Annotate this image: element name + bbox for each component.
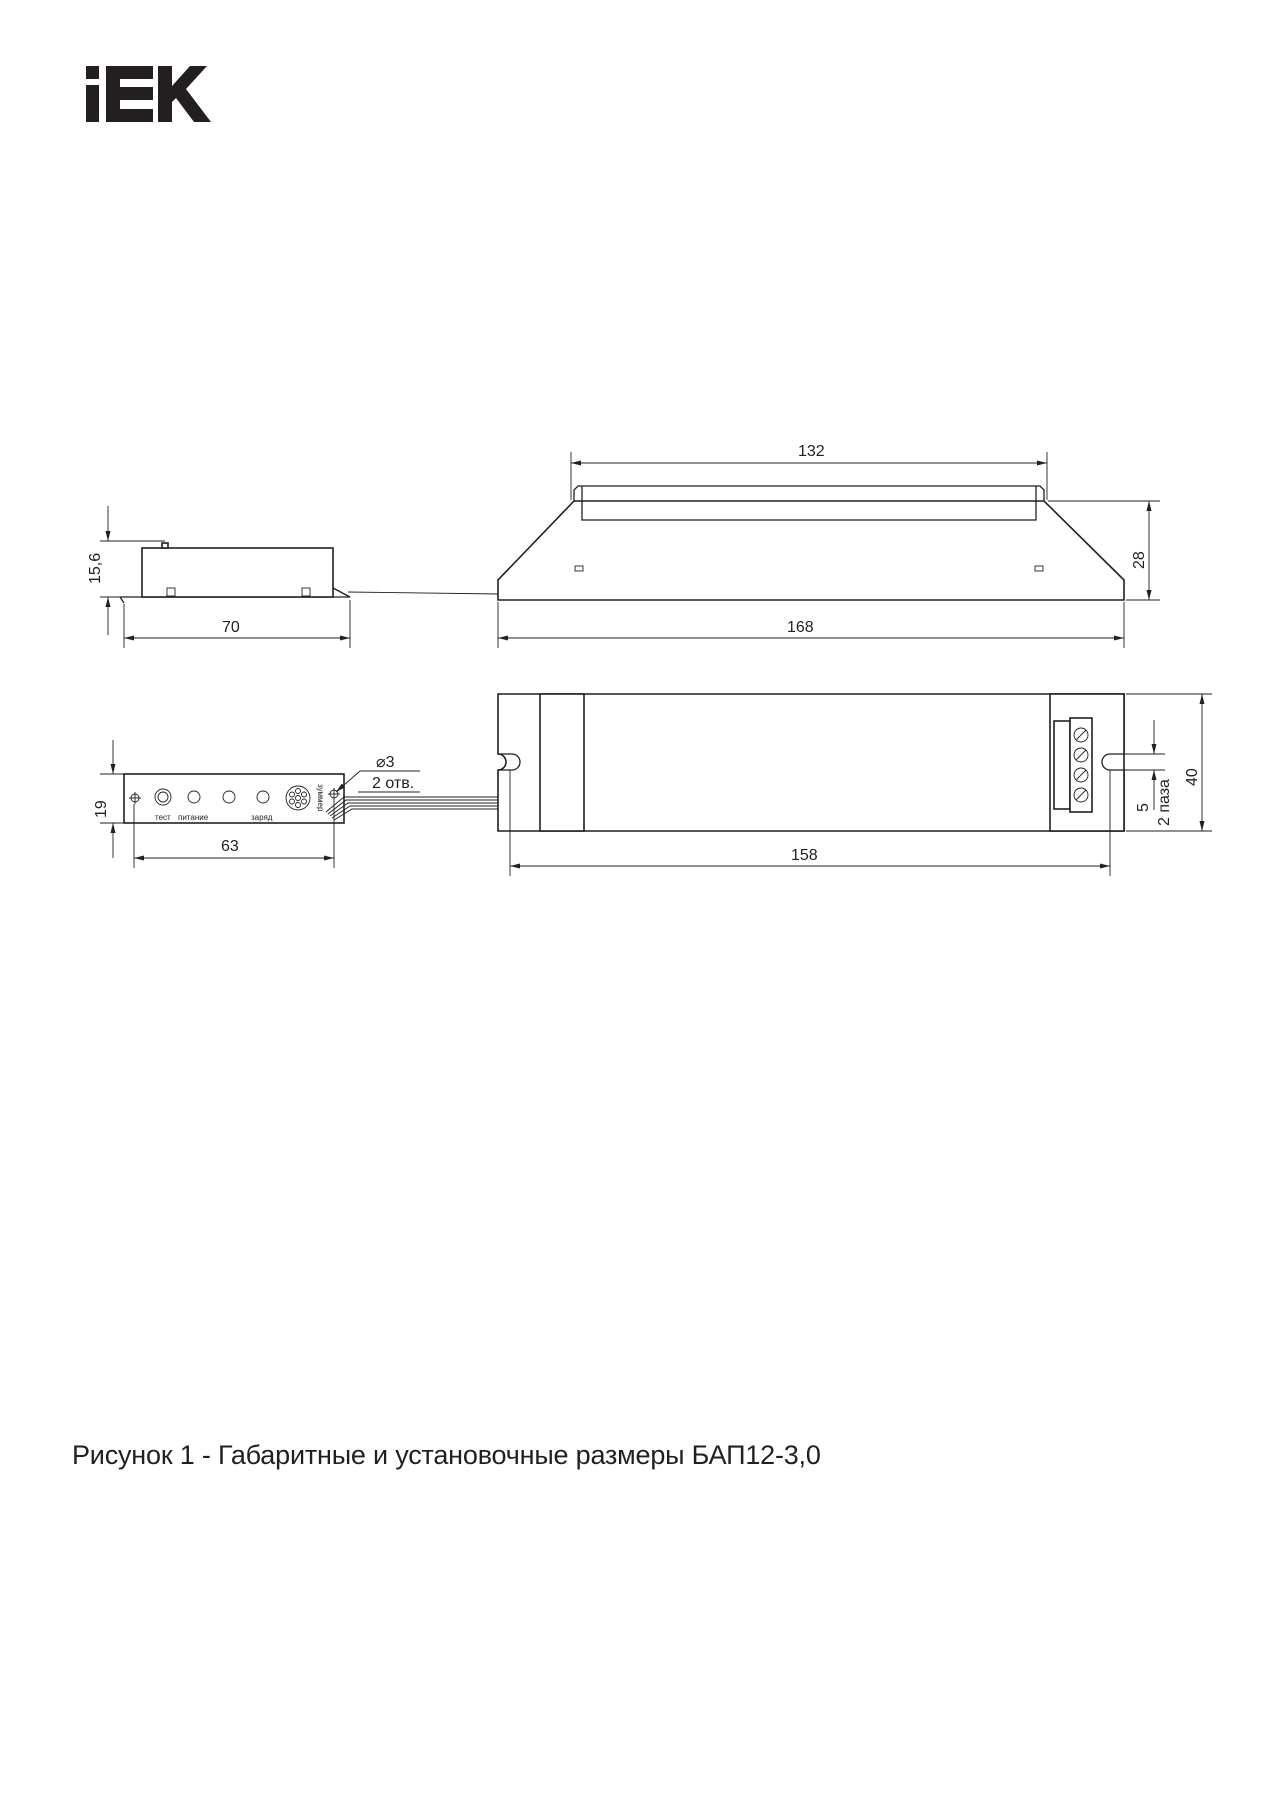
indicator-unit-front (124, 774, 344, 823)
cable-front (326, 797, 498, 820)
dimension-19 (93, 740, 124, 858)
terminal-block (1054, 718, 1092, 812)
dimension-70 (124, 600, 350, 648)
dim-168-label: 168 (787, 619, 814, 636)
label-test: тест (155, 813, 171, 822)
hole-diameter-label: ⌀3 (376, 754, 395, 771)
dim-28-label: 28 (1131, 551, 1148, 569)
dim-19-label: 19 (93, 800, 110, 818)
dim-5-label: 5 (1135, 803, 1152, 812)
dim-158-label: 158 (791, 847, 818, 864)
label-buzzer: зуммер (316, 784, 325, 812)
slot-count-label: 2 паза (1156, 779, 1173, 826)
battery-unit-front (498, 694, 1124, 831)
dim-15-6-label: 15,6 (87, 552, 104, 584)
dim-70-label: 70 (222, 619, 240, 636)
label-power: питание (178, 813, 209, 822)
dimension-132 (571, 443, 1047, 500)
hole-count-label: 2 отв. (372, 775, 415, 792)
hole-callout (336, 754, 420, 792)
dim-63-label: 63 (221, 838, 239, 855)
figure-caption: Рисунок 1 - Габаритные и установочные размеры БАП12-3,0 (72, 1440, 821, 1470)
dimension-168 (498, 602, 1124, 648)
battery-unit-side (498, 486, 1124, 600)
dimension-5 (1118, 720, 1173, 826)
label-charge: заряд (251, 813, 273, 822)
cable-side (348, 592, 500, 594)
indicator-unit-side (120, 543, 350, 603)
dim-132-label: 132 (798, 443, 825, 460)
dim-40-label: 40 (1184, 768, 1201, 786)
